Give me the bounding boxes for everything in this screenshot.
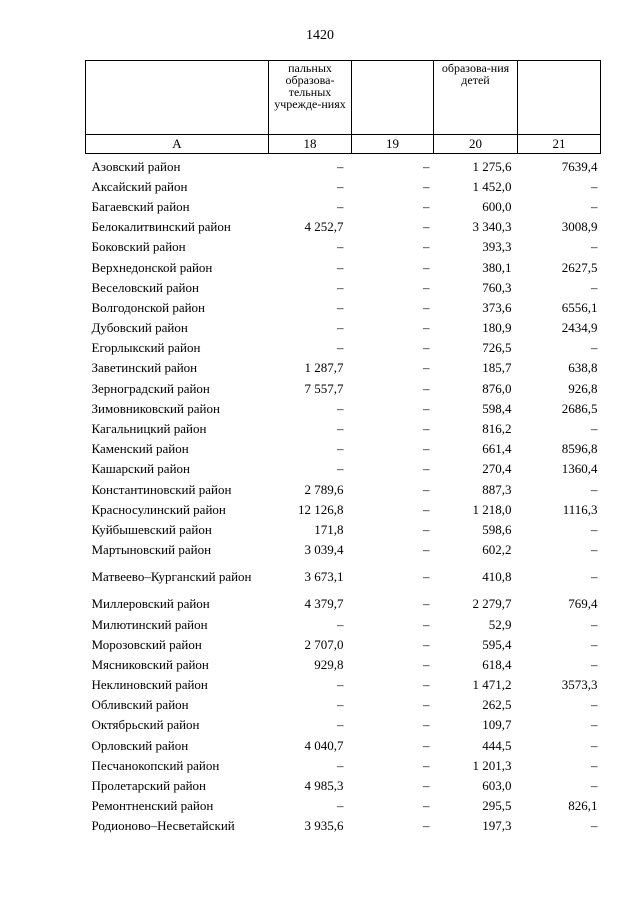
value-cell-20: 600,0 (482, 198, 512, 214)
value-cell-20: 1 471,2 (472, 677, 512, 693)
district-name-cell: Милютинский район (91, 616, 208, 632)
value-cell-21: 1360,4 (561, 461, 598, 477)
table-row (86, 654, 601, 674)
value-cell-19: – (423, 757, 430, 773)
table-row (86, 540, 601, 560)
value-cell-19: – (423, 198, 430, 214)
district-name-cell: Матвеево–Курганский район (91, 568, 252, 584)
value-cell-19: – (423, 380, 430, 396)
value-cell-19: – (423, 596, 430, 612)
value-cell-21: 638,8 (568, 360, 598, 376)
value-cell-20: 1 275,6 (472, 158, 512, 174)
table-row (86, 594, 601, 614)
value-cell-21: – (591, 340, 598, 356)
value-cell-18: 3 039,4 (304, 542, 344, 558)
district-name-cell: Родионово–Несветайский (91, 818, 235, 834)
value-cell-18: 2 789,6 (304, 481, 344, 497)
value-cell-19: – (423, 340, 430, 356)
district-name-cell: Дубовский район (91, 320, 188, 336)
header-cell-0 (86, 61, 269, 135)
value-cell-21: 3008,9 (561, 219, 598, 235)
value-cell-19: – (423, 360, 430, 376)
value-cell-19: – (423, 521, 430, 537)
value-cell-20: 262,5 (482, 697, 512, 713)
value-cell-19: – (423, 400, 430, 416)
district-name-cell: Кашарский район (91, 461, 190, 477)
table-row (86, 154, 601, 177)
value-cell-18: 4 252,7 (304, 219, 344, 235)
table-row (86, 338, 601, 358)
value-cell-20: 185,7 (482, 360, 512, 376)
value-cell-18: – (337, 616, 344, 632)
table-row (86, 775, 601, 795)
value-cell-20: 295,5 (482, 798, 512, 814)
value-cell-18: 7 557,7 (304, 380, 344, 396)
district-name-cell: Азовский район (91, 158, 181, 174)
table-row (86, 459, 601, 479)
district-name-cell: Песчанокопский район (91, 757, 220, 773)
value-cell-19: – (423, 818, 430, 834)
value-cell-19: – (423, 461, 430, 477)
value-cell-21: 6556,1 (561, 299, 598, 315)
table-row (86, 634, 601, 654)
value-cell-21: 2434,9 (561, 320, 598, 336)
column-number: 18 (269, 135, 352, 154)
table-header-number-row (86, 135, 601, 154)
table-row (86, 479, 601, 499)
value-cell-20: 603,0 (482, 778, 512, 794)
value-cell-20: 760,3 (482, 279, 512, 295)
column-number: A (86, 135, 269, 154)
district-name-cell: Заветинский район (91, 360, 198, 376)
table-body (86, 154, 601, 837)
district-name-cell: Красносулинский район (91, 501, 226, 517)
value-cell-19: – (423, 299, 430, 315)
value-cell-18: – (337, 340, 344, 356)
value-cell-18: 4 985,3 (304, 778, 344, 794)
value-cell-21: – (591, 481, 598, 497)
table-row (86, 816, 601, 836)
value-cell-18: – (337, 757, 344, 773)
table-row (86, 257, 601, 277)
value-cell-18: – (337, 259, 344, 275)
value-cell-19: – (423, 320, 430, 336)
district-name-cell: Ремонтненский район (91, 798, 214, 814)
header-cell-18: пальных образова-тельных учрежде-ниях (269, 61, 352, 135)
table-row (86, 176, 601, 196)
district-name-cell: Куйбышевский район (91, 521, 212, 537)
table-row (86, 217, 601, 237)
value-cell-19: – (423, 677, 430, 693)
value-cell-20: 618,4 (482, 656, 512, 672)
value-cell-19: – (423, 778, 430, 794)
value-cell-21: 826,1 (568, 798, 598, 814)
district-name-cell: Верхнедонской район (91, 259, 213, 275)
value-cell-19: – (423, 219, 430, 235)
value-cell-20: 197,3 (482, 818, 512, 834)
value-cell-19: – (423, 501, 430, 517)
value-cell-21: 926,8 (568, 380, 598, 396)
value-cell-21: – (591, 198, 598, 214)
value-cell-20: 373,6 (482, 299, 512, 315)
district-name-cell: Неклиновский район (91, 677, 208, 693)
value-cell-18: – (337, 299, 344, 315)
value-cell-21: – (591, 178, 598, 194)
value-cell-20: 1 218,0 (472, 501, 512, 517)
district-name-cell: Мясниковский район (91, 656, 209, 672)
district-name-cell: Волгодонской район (91, 299, 206, 315)
value-cell-19: – (423, 616, 430, 632)
table-row (86, 755, 601, 775)
district-name-cell: Октябрьский район (91, 717, 200, 733)
table-row (86, 519, 601, 539)
value-cell-21: 3573,3 (561, 677, 598, 693)
value-cell-18: 4 379,7 (304, 596, 344, 612)
value-cell-21: – (591, 542, 598, 558)
value-cell-18: 171,8 (314, 521, 344, 537)
district-name-cell: Зерноградский район (91, 380, 210, 396)
district-name-cell: Багаевский район (91, 198, 190, 214)
value-cell-21: – (591, 636, 598, 652)
table-row (86, 398, 601, 418)
value-cell-19: – (423, 421, 430, 437)
value-cell-18: 3 935,6 (304, 818, 344, 834)
table-row (86, 499, 601, 519)
value-cell-18: 1 287,7 (304, 360, 344, 376)
table-row (86, 237, 601, 257)
value-cell-19: – (423, 636, 430, 652)
value-cell-18: – (337, 279, 344, 295)
value-cell-21: – (591, 569, 598, 585)
table-row (86, 358, 601, 378)
district-name-cell: Кагальницкий район (91, 421, 207, 437)
value-cell-21: 8596,8 (561, 441, 598, 457)
value-cell-19: – (423, 542, 430, 558)
value-cell-21: – (591, 656, 598, 672)
value-cell-20: 393,3 (482, 239, 512, 255)
value-cell-21: – (591, 778, 598, 794)
table-row (86, 439, 601, 459)
value-cell-20: 598,4 (482, 400, 512, 416)
district-name-cell: Пролетарский район (91, 778, 207, 794)
value-cell-21: 769,4 (568, 596, 598, 612)
table-row (86, 196, 601, 216)
value-cell-21: – (591, 279, 598, 295)
header-cell-19 (352, 61, 434, 135)
value-cell-19: – (423, 178, 430, 194)
value-cell-21: – (591, 616, 598, 632)
district-name-cell: Аксайский район (91, 178, 188, 194)
table-row (86, 277, 601, 297)
value-cell-18: – (337, 421, 344, 437)
value-cell-19: – (423, 441, 430, 457)
value-cell-19: – (423, 798, 430, 814)
value-cell-19: – (423, 239, 430, 255)
value-cell-20: 1 452,0 (472, 178, 512, 194)
value-cell-19: – (423, 717, 430, 733)
value-cell-20: 380,1 (482, 259, 512, 275)
column-number: 21 (518, 135, 601, 154)
value-cell-20: 180,9 (482, 320, 512, 336)
value-cell-18: 12 126,8 (298, 501, 344, 517)
value-cell-18: – (337, 461, 344, 477)
value-cell-21: 7639,4 (561, 158, 598, 174)
value-cell-19: – (423, 259, 430, 275)
value-cell-20: 661,4 (482, 441, 512, 457)
value-cell-21: – (591, 521, 598, 537)
table-row (86, 715, 601, 735)
value-cell-21: – (591, 737, 598, 753)
value-cell-20: 1 201,3 (472, 757, 512, 773)
value-cell-20: 444,5 (482, 737, 512, 753)
value-cell-20: 602,2 (482, 542, 512, 558)
district-name-cell: Каменский район (91, 441, 189, 457)
value-cell-19: – (423, 697, 430, 713)
value-cell-18: 4 040,7 (304, 737, 344, 753)
district-name-cell: Морозовский район (91, 636, 202, 652)
value-cell-21: 2686,5 (561, 400, 598, 416)
table-row (86, 297, 601, 317)
value-cell-20: 410,8 (482, 569, 512, 585)
value-cell-20: 3 340,3 (472, 219, 512, 235)
table-row (86, 614, 601, 634)
value-cell-18: 3 673,1 (304, 569, 344, 585)
value-cell-18: – (337, 677, 344, 693)
district-name-cell: Белокалитвинский район (91, 219, 231, 235)
value-cell-19: – (423, 158, 430, 174)
value-cell-18: – (337, 441, 344, 457)
value-cell-21: – (591, 757, 598, 773)
value-cell-18: – (337, 198, 344, 214)
value-cell-19: – (423, 279, 430, 295)
value-cell-21: 2627,5 (561, 259, 598, 275)
value-cell-20: 52,9 (488, 616, 512, 632)
value-cell-20: 887,3 (482, 481, 512, 497)
value-cell-21: – (591, 239, 598, 255)
value-cell-18: 2 707,0 (304, 636, 344, 652)
value-cell-21: – (591, 717, 598, 733)
value-cell-18: – (337, 178, 344, 194)
table-row (86, 378, 601, 398)
value-cell-18: – (337, 798, 344, 814)
district-name-cell: Егорлыкский район (91, 340, 201, 356)
district-name-cell: Зимовниковский район (91, 400, 220, 416)
table-row (86, 675, 601, 695)
district-name-cell: Боковский район (91, 239, 186, 255)
district-name-cell: Константиновский район (91, 481, 232, 497)
value-cell-18: – (337, 400, 344, 416)
value-cell-18: – (337, 717, 344, 733)
value-cell-20: 598,6 (482, 521, 512, 537)
value-cell-19: – (423, 656, 430, 672)
value-cell-21: – (591, 697, 598, 713)
value-cell-20: 109,7 (482, 717, 512, 733)
table-row (86, 796, 601, 816)
district-name-cell: Обливский район (91, 697, 189, 713)
page-number: 1420 (306, 28, 334, 43)
value-cell-18: – (337, 697, 344, 713)
value-cell-20: 876,0 (482, 380, 512, 396)
value-cell-19: – (423, 569, 430, 585)
value-cell-21: – (591, 818, 598, 834)
table-header-text-row (86, 61, 601, 135)
value-cell-19: – (423, 737, 430, 753)
header-cell-20: образова-ния детей (434, 61, 518, 135)
table-row (86, 318, 601, 338)
table-row (86, 560, 601, 594)
budget-table (85, 60, 601, 836)
value-cell-19: – (423, 481, 430, 497)
value-cell-20: 595,4 (482, 636, 512, 652)
district-name-cell: Мартыновский район (91, 542, 212, 558)
value-cell-18: – (337, 320, 344, 336)
column-number: 19 (352, 135, 434, 154)
value-cell-18: 929,8 (314, 656, 344, 672)
table-row (86, 735, 601, 755)
header-cell-21 (518, 61, 601, 135)
district-name-cell: Орловский район (91, 737, 189, 753)
value-cell-20: 270,4 (482, 461, 512, 477)
table-row (86, 418, 601, 438)
district-name-cell: Миллеровский район (91, 596, 210, 612)
value-cell-21: 1116,3 (562, 501, 598, 517)
value-cell-20: 726,5 (482, 340, 512, 356)
value-cell-18: – (337, 158, 344, 174)
value-cell-20: 2 279,7 (472, 596, 512, 612)
column-number: 20 (434, 135, 518, 154)
table-row (86, 695, 601, 715)
value-cell-21: – (591, 421, 598, 437)
value-cell-18: – (337, 239, 344, 255)
value-cell-20: 816,2 (482, 421, 512, 437)
district-name-cell: Веселовский район (91, 279, 199, 295)
